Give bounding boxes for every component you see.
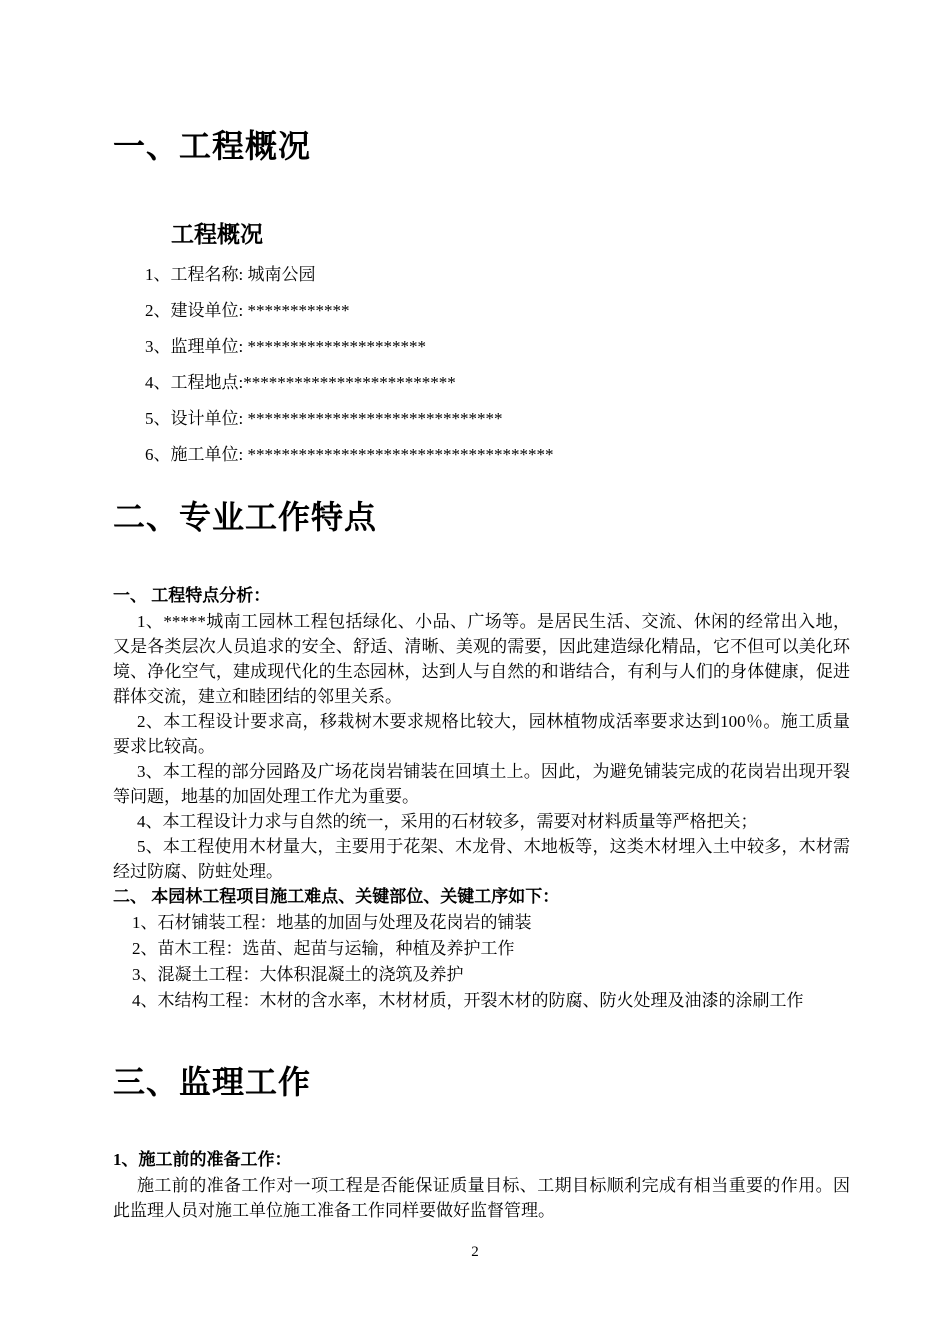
difficulty-item-stone: 1、石材铺装工程：地基的加固与处理及花岗岩的铺装 — [132, 913, 532, 932]
analysis-heading: 一、 工程特点分析： — [113, 586, 271, 605]
difficulties-heading: 二、 本园林工程项目施工难点、关键部位、关键工序如下： — [113, 887, 560, 906]
design-unit-item: 5、设计单位: ****************************** — [145, 409, 503, 428]
analysis-paragraph-4: 4、本工程设计力求与自然的统一，采用的石材较多，需要对材料质量等严格把关； — [137, 812, 758, 831]
preparation-paragraph: 施工前的准备工作对一项工程是否能保证质量目标、工期目标顺利完成有相当重要的作用。因此监理人员对施工单位施工准备工作同样要做好监督管理。 — [113, 1176, 850, 1220]
analysis-paragraph-3: 3、本工程的部分园路及广场花岗岩铺装在回填土上。因此，为避免铺装完成的花岗岩出现开裂等问题，地基的加固处理工作尤为重要。 — [113, 762, 850, 806]
analysis-paragraph-5: 5、本工程使用木材量大，主要用于花架、木龙骨、木地板等，这类木材埋入土中较多，木材需经过防腐、防蛀处理。 — [113, 837, 850, 881]
project-name-item: 1、工程名称: 城南公园 — [145, 265, 316, 284]
construction-owner-item: 2、建设单位: ************ — [145, 301, 350, 320]
preparation-heading: 1、施工前的准备工作： — [113, 1150, 292, 1169]
difficulty-list — [132, 910, 850, 1014]
difficulty-item-wood: 4、木结构工程：木材的含水率，木材材质，开裂木材的防腐、防火处理及油漆的涂刷工作 — [132, 991, 804, 1010]
difficulty-item-concrete: 3、混凝土工程：大体积混凝土的浇筑及养护 — [132, 965, 464, 984]
supervision-unit-item: 3、监理单位: ********************* — [145, 337, 426, 356]
page-number: 2 — [471, 1244, 479, 1260]
project-info-list — [145, 257, 850, 473]
analysis-paragraph-1: 1、*****城南工园林工程包括绿化、小品、广场等。是居民生活、交流、休闲的经常出入地，又是各类层次人员追求的安全、舒适、清晰、美观的需要，因此建造绿化精品，它不但可以美化环境、净化空气，建成现代化的生态园林，达到人与自然的和谐结合，有利与人们的身体健康，促进群体交流，建立和睦团结的邻里关系。 — [113, 612, 850, 706]
project-location-item: 4、工程地点:************************* — [145, 373, 456, 392]
project-overview-subheading: 工程概况 — [171, 221, 263, 247]
section-2-heading: 二、专业工作特点 — [113, 499, 378, 535]
difficulty-item-seedling: 2、苗木工程：选苗、起苗与运输，种植及养护工作 — [132, 939, 515, 958]
construction-unit-item: 6、施工单位: ************************************ — [145, 445, 554, 464]
section-1-heading: 一、工程概况 — [113, 128, 312, 164]
analysis-paragraph-2: 2、本工程设计要求高，移栽树木要求规格比较大，园林植物成活率要求达到100％。施工质量要求比较高。 — [113, 712, 850, 756]
section-3-heading: 三、监理工作 — [113, 1064, 312, 1100]
